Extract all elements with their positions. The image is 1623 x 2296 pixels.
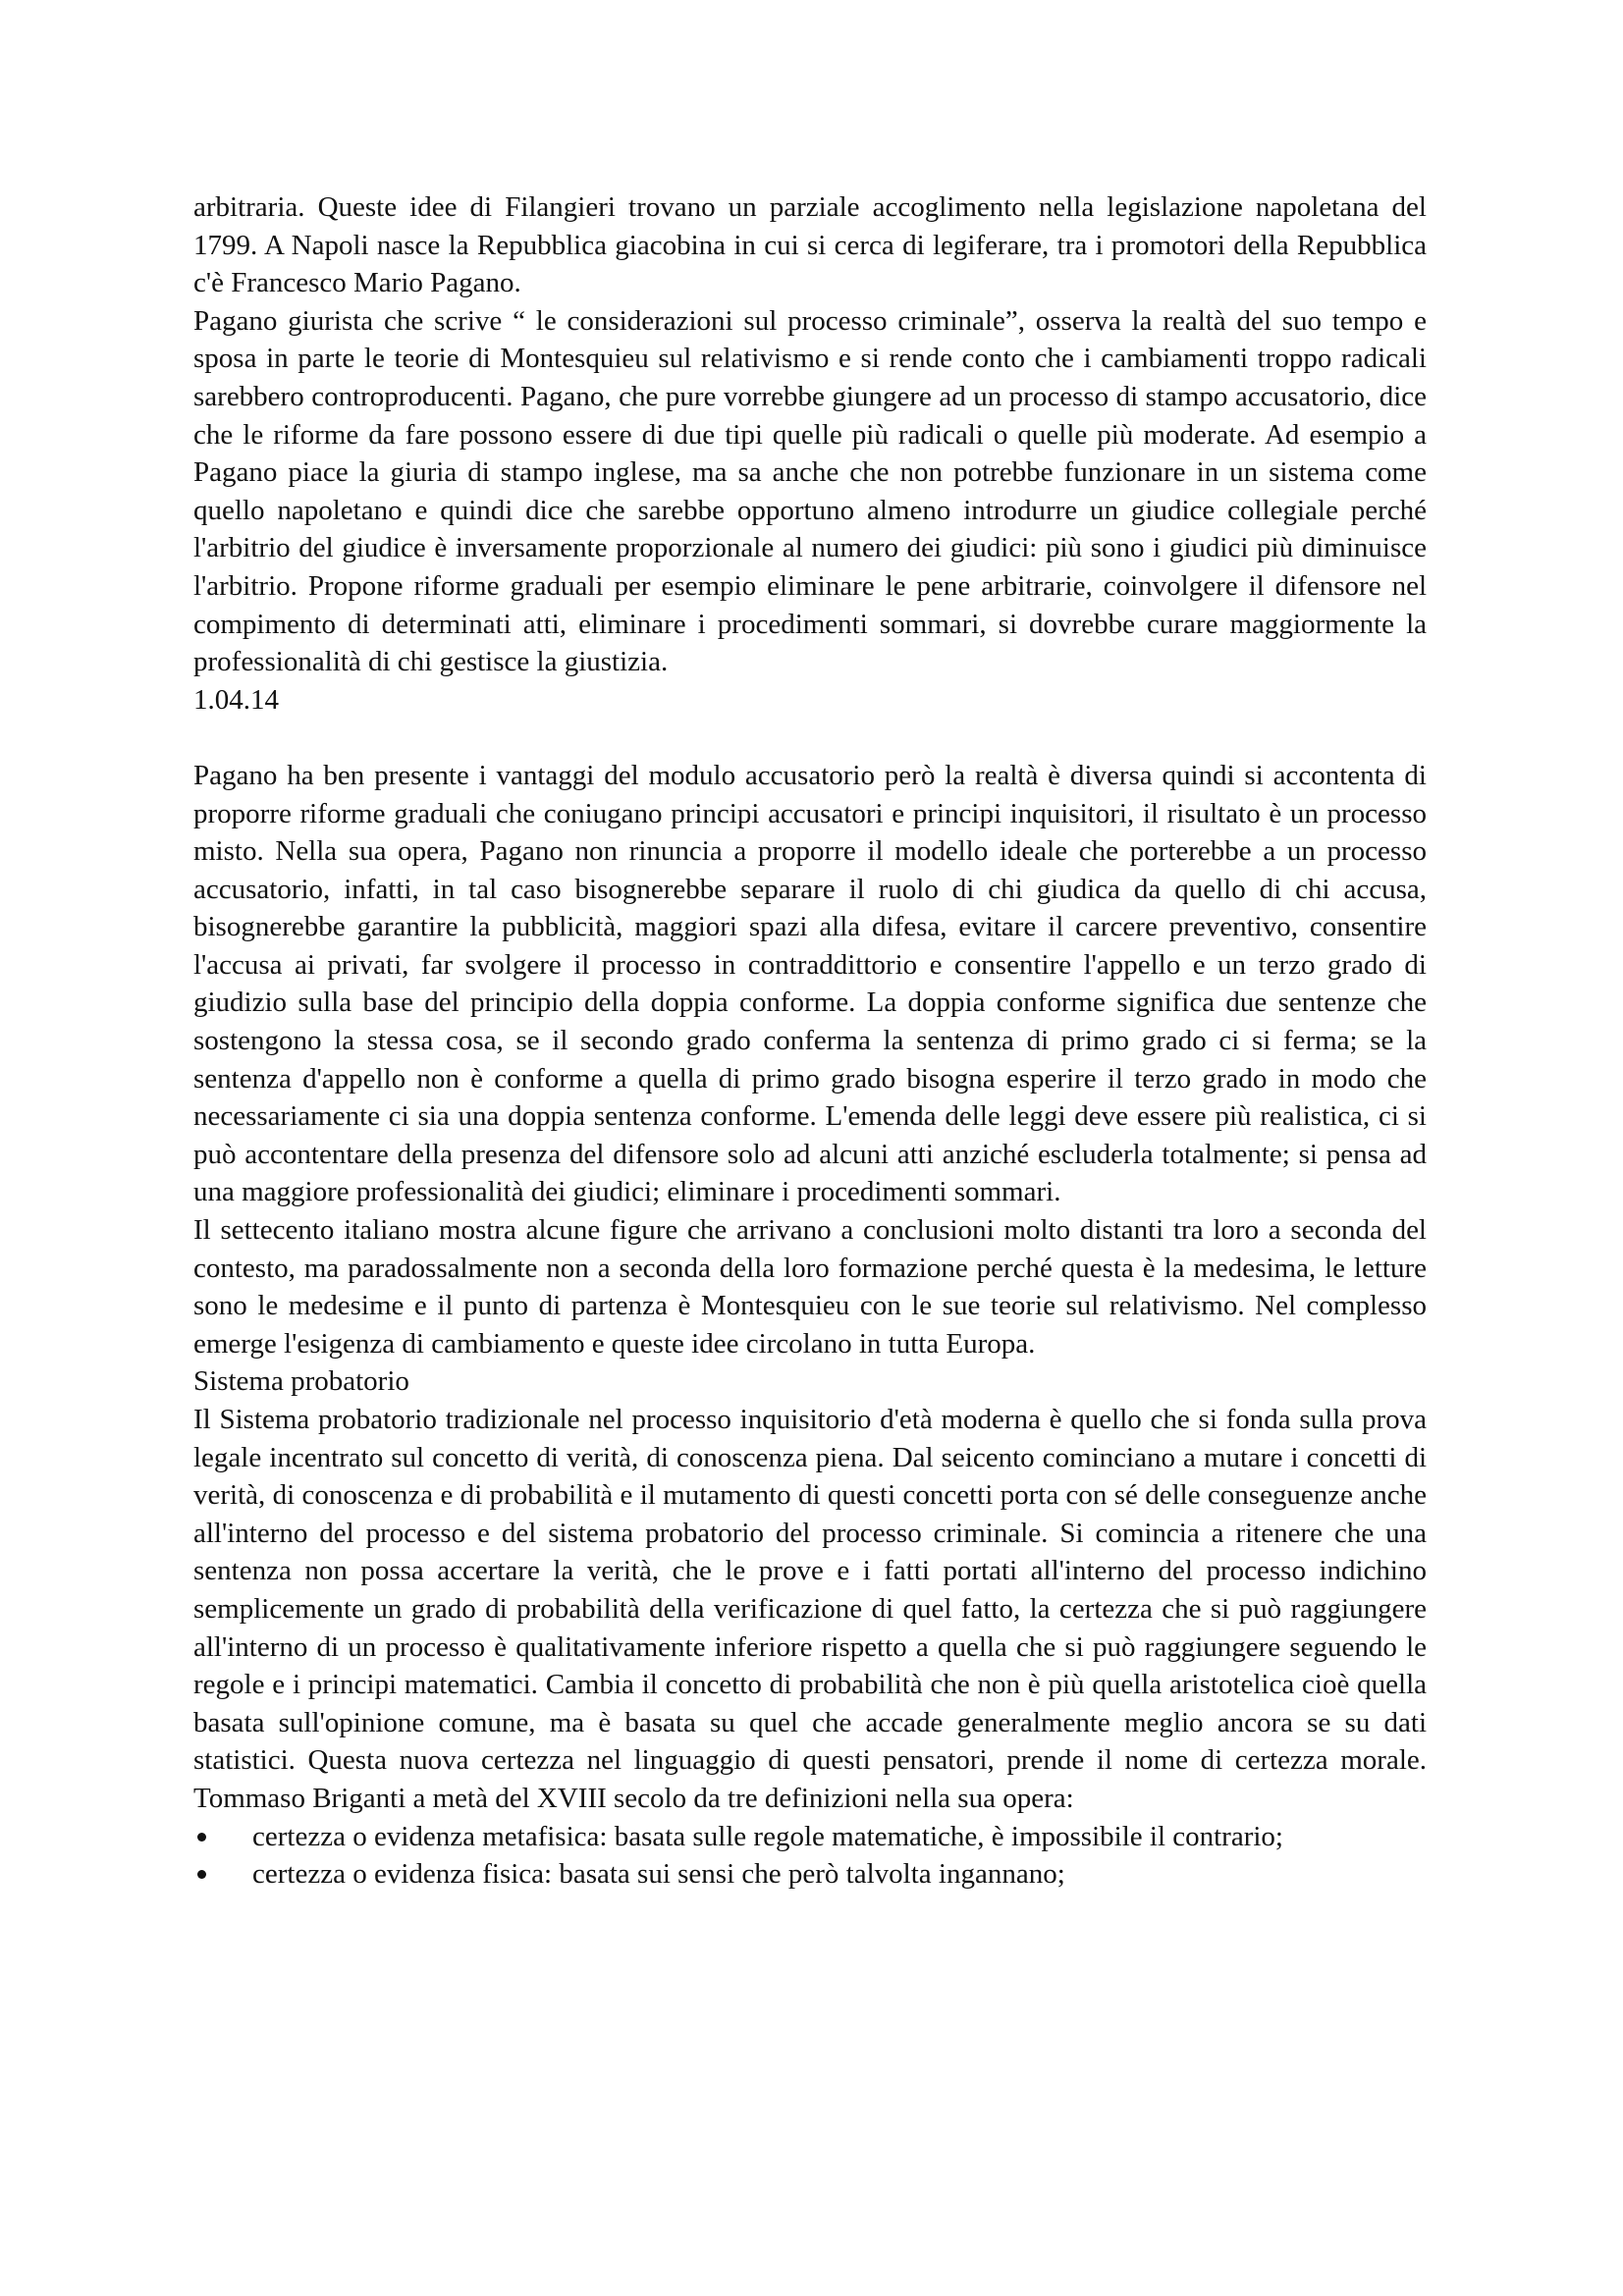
section-heading-sistema-probatorio: Sistema probatorio (193, 1365, 409, 1398)
bullet-list (193, 1818, 1427, 1894)
bullet-icon (197, 1870, 206, 1879)
document-body (193, 188, 1427, 1894)
paragraph-filangieri: arbitraria. Queste idee di Filangieri trovano un parziale accoglimento nella legislazione napoletana del 1799. A Napoli nasce la Repubblica giacobina in cui si cerca di legiferare, tra i promotori della Repubblica c'è Francesco Mario Pagano. (193, 191, 1427, 299)
paragraph-modulo-accusatorio: Pagano ha ben presente i vantaggi del modulo accusatorio però la realtà è diversa quindi si accontenta di proporre riforme graduali che coniugano principi accusatori e principi inquisitori, il risultato è un processo misto. Nella sua opera, Pagano non rinuncia a proporre il modello ideale che porterebbe a un processo accusatorio, infatti, in tal caso bisognerebbe separare il ruolo di chi giudica da quello di chi accusa, bisognerebbe garantire la pubblicità, maggiori spazi alla difesa, evitare il carcere preventivo, consentire l'accusa ai privati, far svolgere il processo in contraddittorio e consentire l'appello e un terzo grado di giudizio sulla base del principio della doppia conforme. La doppia conforme significa due sentenze che sostengono la stessa cosa, se il secondo grado conferma la sentenza di primo grado ci si ferma; se la sentenza d'appello non è conforme a quella di primo grado bisogna esperire il terzo grado in modo che necessariamente ci sia una doppia sentenza conforme. L'emenda delle leggi deve essere più realistica, ci si può accontentare della presenza del difensore solo ad alcuni atti anziché escluderla totalmente; si pensa ad una maggiore professionalità dei giudici; eliminare i procedimenti sommari. (193, 759, 1427, 1208)
bullet-icon (197, 1833, 206, 1842)
list-item (193, 1818, 1427, 1856)
paragraph-pagano-considerazioni: Pagano giurista che scrive “ le considerazioni sul processo criminale”, osserva la realtà del suo tempo e sposa in parte le teorie di Montesquieu sul relativismo e si rende conto che i cambiamenti troppo radicali sarebbero controproducenti. Pagano, che pure vorrebbe giungere ad un processo di stampo accusatorio, dice che le riforme da fare possono essere di due tipi quelle più radicali o quelle più moderate. Ad esempio a Pagano piace la giuria di stampo inglese, ma sa anche che non potrebbe funzionare in un sistema come quello napoletano e quindi dice che sarebbe opportuno almeno introdurre un giudice collegiale perché l'arbitrio del giudice è inversamente proporzionale al numero dei giudici: più sono i giudici più diminuisce l'arbitrio. Propone riforme graduali per esempio eliminare le pene arbitrarie, coinvolgere il difensore nel compimento di determinati atti, eliminare i procedimenti sommari, si dovrebbe curare maggiormente la professionalità di chi gestisce la giustizia. (193, 304, 1427, 678)
date-heading: 1.04.14 (193, 683, 279, 716)
list-item-text: certezza o evidenza fisica: basata sui sensi che però talvolta ingannano; (252, 1858, 1065, 1891)
paragraph-sistema-probatorio: Il Sistema probatorio tradizionale nel processo inquisitorio d'età moderna è quello che si fonda sulla prova legale incentrato sul concetto di verità, di conoscenza piena. Dal seicento cominciano a mutare i concetti di verità, di conoscenza e di probabilità e il mutamento di questi concetti porta con sé delle conseguenze anche all'interno del processo e del sistema probatorio del processo criminale. Si comincia a ritenere che una sentenza non possa accertare la verità, che le prove e i fatti portati all'interno del processo indichino semplicemente un grado di probabilità della verificazione di quel fatto, la certezza che si può raggiungere all'interno di un processo è qualitativamente inferiore rispetto a quella che si può raggiungere seguendo le regole e i principi matematici. Cambia il concetto di probabilità che non è più quella aristotelica cioè quella basata sull'opinione comune, ma è basata su quel che accade generalmente meglio ancora se su dati statistici. Questa nuova certezza nel linguaggio di questi pensatori, prende il nome di certezza morale. Tommaso Briganti a metà del XVIII secolo da tre definizioni nella sua opera: (193, 1404, 1427, 1814)
list-item-text: certezza o evidenza metafisica: basata sulle regole matematiche, è impossibile il contrario; (252, 1820, 1283, 1852)
list-item (193, 1855, 1427, 1894)
blank-line (193, 719, 1427, 757)
paragraph-settecento-italiano: Il settecento italiano mostra alcune figure che arrivano a conclusioni molto distanti tra loro a seconda del contesto, ma paradossalmente non a seconda della loro formazione perché questa è la medesima, le letture sono le medesime e il punto di partenza è Montesquieu con le sue teorie sul relativismo. Nel complesso emerge l'esigenza di cambiamento e queste idee circolano in tutta Europa. (193, 1214, 1427, 1360)
